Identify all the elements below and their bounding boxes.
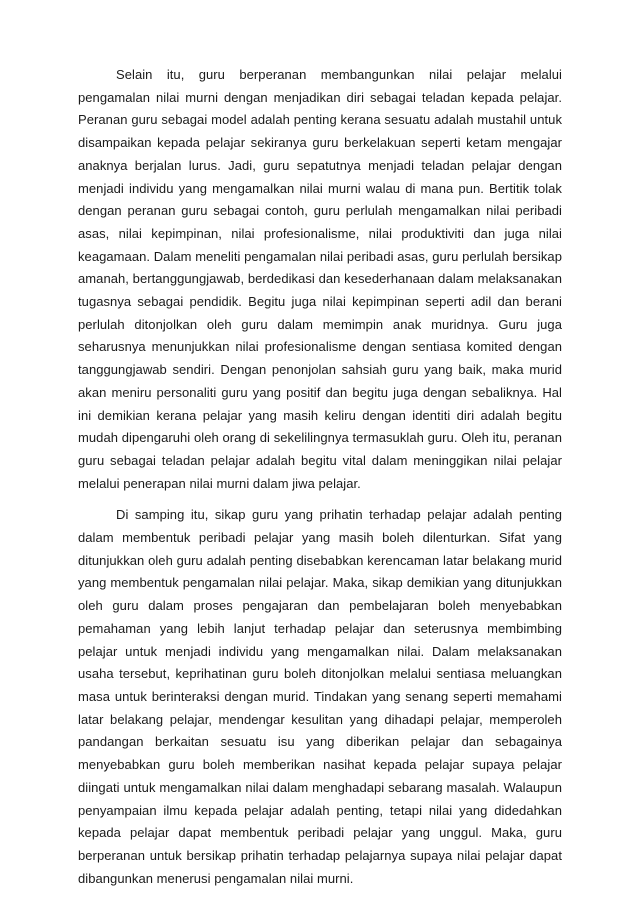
- document-page: [78, 64, 562, 890]
- paragraph-2: Di samping itu, sikap guru yang prihatin terhadap pelajar adalah penting dalam membentuk peribadi pelajar yang masih boleh dilenturkan. Sifat yang ditunjukkan oleh guru adalah penting disebabkan kerencaman latar belakang murid yang membentuk pengamalan nilai pelajar. Maka, sikap demikian yang ditunjukkan oleh guru dalam proses pengajaran dan pembelajaran boleh menyebabkan pemahaman yang lebih lanjut terhadap pelajar dan seterusnya membimbing pelajar untuk menjadi individu yang mengamalkan nilai. Dalam melaksanakan usaha tersebut, keprihatinan guru boleh ditonjolkan melalui sentiasa meluangkan masa untuk berinteraksi dengan murid. Tindakan yang senang seperti memahami latar belakang pelajar, mendengar kesulitan yang dihadapi pelajar, memperoleh pandangan berkaitan sesuatu isu yang diberikan pelajar dan sebagainya menyebabkan guru boleh memberikan nasihat kepada pelajar supaya pelajar diingati untuk mengamalkan nilai dalam menghadapi sebarang masalah. Walaupun penyampaian ilmu kepada pelajar adalah penting, tetapi nilai yang didedahkan kepada pelajar dapat membentuk peribadi pelajar yang unggul. Maka, guru berperanan untuk bersikap prihatin terhadap pelajarnya supaya nilai pelajar dapat dibangunkan menerusi pengamalan nilai murni.: [78, 507, 562, 886]
- paragraph-1: Selain itu, guru berperanan membangunkan nilai pelajar melalui pengamalan nilai murni dengan menjadikan diri sebagai teladan kepada pelajar. Peranan guru sebagai model adalah penting kerana sesuatu adalah mustahil untuk disampaikan kepada pelajar sekiranya guru berkelakuan seperti ketam mengajar anaknya berjalan lurus. Jadi, guru sepatutnya menjadi teladan pelajar dengan menjadi individu yang mengamalkan nilai murni walau di mana pun. Bertitik tolak dengan peranan guru sebagai contoh, guru perlulah mengamalkan nilai peribadi asas, nilai kepimpinan, nilai profesionalisme, nilai produktiviti dan juga nilai keagamaan. Dalam meneliti pengamalan nilai peribadi asas, guru perlulah bersikap amanah, bertanggungjawab, berdedikasi dan kesederhanaan dalam melaksanakan tugasnya sebagai pendidik. Begitu juga nilai kepimpinan seperti adil dan berani perlulah ditonjolkan oleh guru dalam memimpin anak muridnya. Guru juga seharusnya menunjukkan nilai profesionalisme dengan sentiasa komited dengan tanggungjawab sendiri. Dengan penonjolan sahsiah guru yang baik, maka murid akan meniru personaliti guru yang positif dan begitu juga dengan sebaliknya. Hal ini demikian kerana pelajar yang masih keliru dengan identiti diri adalah begitu mudah dipengaruhi oleh orang di sekelilingnya termasuklah guru. Oleh itu, peranan guru sebagai teladan pelajar adalah begitu vital dalam meninggikan nilai pelajar melalui penerapan nilai murni dalam jiwa pelajar.: [78, 67, 562, 491]
